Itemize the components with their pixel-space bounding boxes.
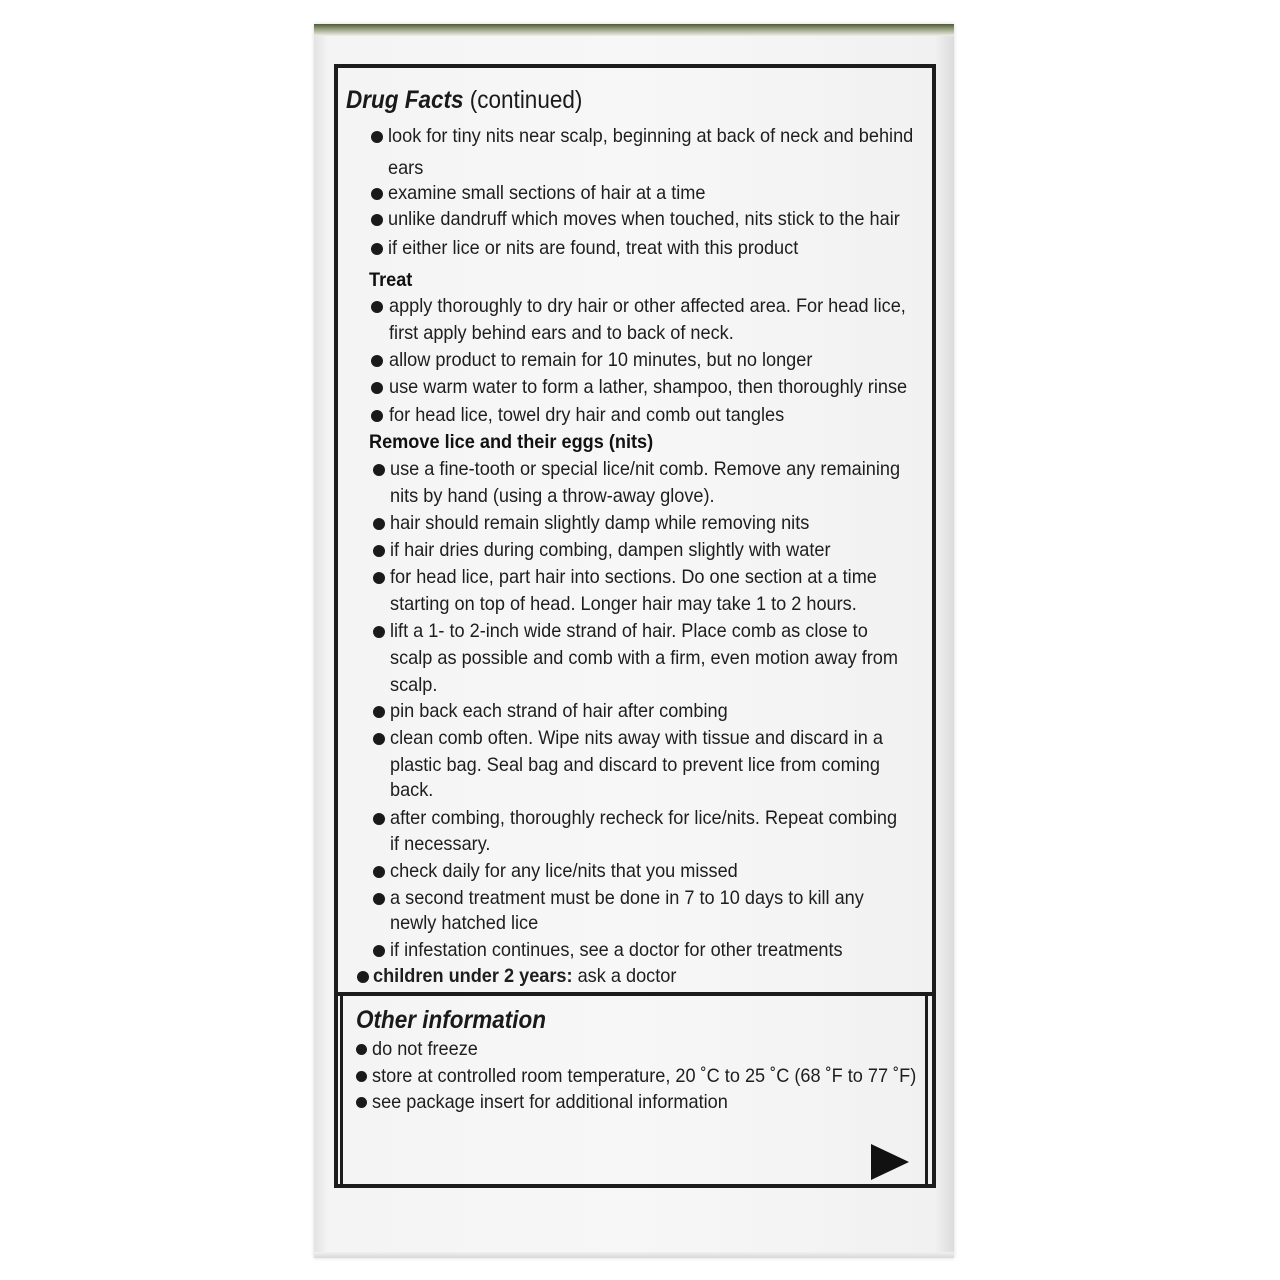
list-item-line: plastic bag. Seal bag and discard to prevent lice from coming — [390, 754, 880, 776]
list-item-line: scalp. — [390, 674, 438, 696]
list-item-line: if hair dries during combing, dampen slightly with water — [390, 539, 831, 561]
list-item-line: use warm water to form a lather, shampoo, then thoroughly rinse — [389, 376, 908, 398]
list-item-line: apply thoroughly to dry hair or other affected area. For head lice, — [389, 295, 906, 317]
list-item-line: if necessary. — [390, 833, 491, 855]
bullet-icon — [373, 545, 385, 557]
other-information-item: do not freeze — [372, 1038, 478, 1060]
list-item-line: unlike dandruff which moves when touched, nits stick to the hair — [388, 208, 900, 230]
bullet-icon — [373, 733, 385, 745]
other-information-title: Other information — [356, 1006, 546, 1034]
drug-facts-continued: (continued) — [469, 86, 583, 114]
list-item-line: pin back each strand of hair after combing — [390, 700, 728, 722]
children-warning-label: children under 2 years: — [373, 965, 573, 987]
list-item-line: for head lice, towel dry hair and comb out tangles — [389, 404, 785, 426]
drug-facts-title — [346, 86, 582, 115]
list-item-line: look for tiny nits near scalp, beginning at back of neck and behind — [388, 125, 914, 147]
list-item-line: use a fine-tooth or special lice/nit comb. Remove any remaining — [390, 458, 901, 480]
bullet-icon — [373, 945, 385, 957]
remove-lice-heading: Remove lice and their eggs (nits) — [369, 431, 654, 453]
play-triangle-icon — [871, 1144, 909, 1180]
drug-facts-title-text: Drug Facts — [346, 86, 464, 114]
children-warning-line — [373, 964, 676, 988]
list-item-line: if infestation continues, see a doctor for other treatments — [390, 939, 843, 961]
bullet-icon — [357, 971, 369, 983]
bullet-icon — [373, 572, 385, 584]
bullet-icon — [373, 893, 385, 905]
list-item-line: hair should remain slightly damp while removing nits — [390, 512, 810, 534]
children-warning-text: ask a doctor — [572, 965, 677, 987]
list-item-line: for head lice, part hair into sections. Do one section at a time — [390, 566, 877, 588]
list-item-line: after combing, thoroughly recheck for lice/nits. Repeat combing — [390, 807, 898, 829]
bullet-icon — [371, 410, 383, 422]
bullet-icon — [371, 355, 383, 367]
bullet-icon — [371, 243, 383, 255]
list-item-line: ears — [388, 157, 424, 179]
treat-heading: Treat — [369, 269, 413, 291]
bullet-icon — [373, 866, 385, 878]
bullet-icon — [356, 1071, 367, 1082]
list-item-line: starting on top of head. Longer hair may take 1 to 2 hours. — [390, 593, 857, 615]
other-information-item: see package insert for additional information — [372, 1091, 728, 1113]
bullet-icon — [371, 188, 383, 200]
bullet-icon — [371, 382, 383, 394]
list-item-line: examine small sections of hair at a time — [388, 182, 706, 204]
other-information-item: store at controlled room temperature, 20 ˚C to 25 ˚C (68 ˚F to 77 ˚F) — [372, 1065, 917, 1087]
bullet-icon — [356, 1097, 367, 1108]
bullet-icon — [356, 1044, 367, 1055]
list-item-line: clean comb often. Wipe nits away with tissue and discard in a — [390, 727, 883, 749]
bullet-icon — [371, 131, 383, 143]
list-item-line: a second treatment must be done in 7 to 10 days to kill any — [390, 887, 864, 909]
list-item-line: scalp as possible and comb with a firm, even motion away from — [390, 647, 899, 669]
box-top-edge — [314, 24, 954, 36]
bullet-icon — [373, 464, 385, 476]
box-bottom-edge — [314, 1252, 954, 1258]
bullet-icon — [373, 706, 385, 718]
list-item-line: allow product to remain for 10 minutes, but no longer — [389, 349, 813, 371]
bullet-icon — [373, 813, 385, 825]
list-item-line: first apply behind ears and to back of neck. — [389, 322, 734, 344]
list-item-line: nits by hand (using a throw-away glove). — [390, 485, 715, 507]
bullet-icon — [371, 214, 383, 226]
bullet-icon — [373, 518, 385, 530]
list-item-line: newly hatched lice — [390, 912, 539, 934]
list-item-line: lift a 1- to 2-inch wide strand of hair. Place comb as close to — [390, 620, 868, 642]
list-item-line: back. — [390, 779, 434, 801]
bullet-icon — [371, 301, 383, 313]
list-item-line: if either lice or nits are found, treat with this product — [388, 237, 799, 259]
list-item-line: check daily for any lice/nits that you missed — [390, 860, 738, 882]
bullet-icon — [373, 626, 385, 638]
